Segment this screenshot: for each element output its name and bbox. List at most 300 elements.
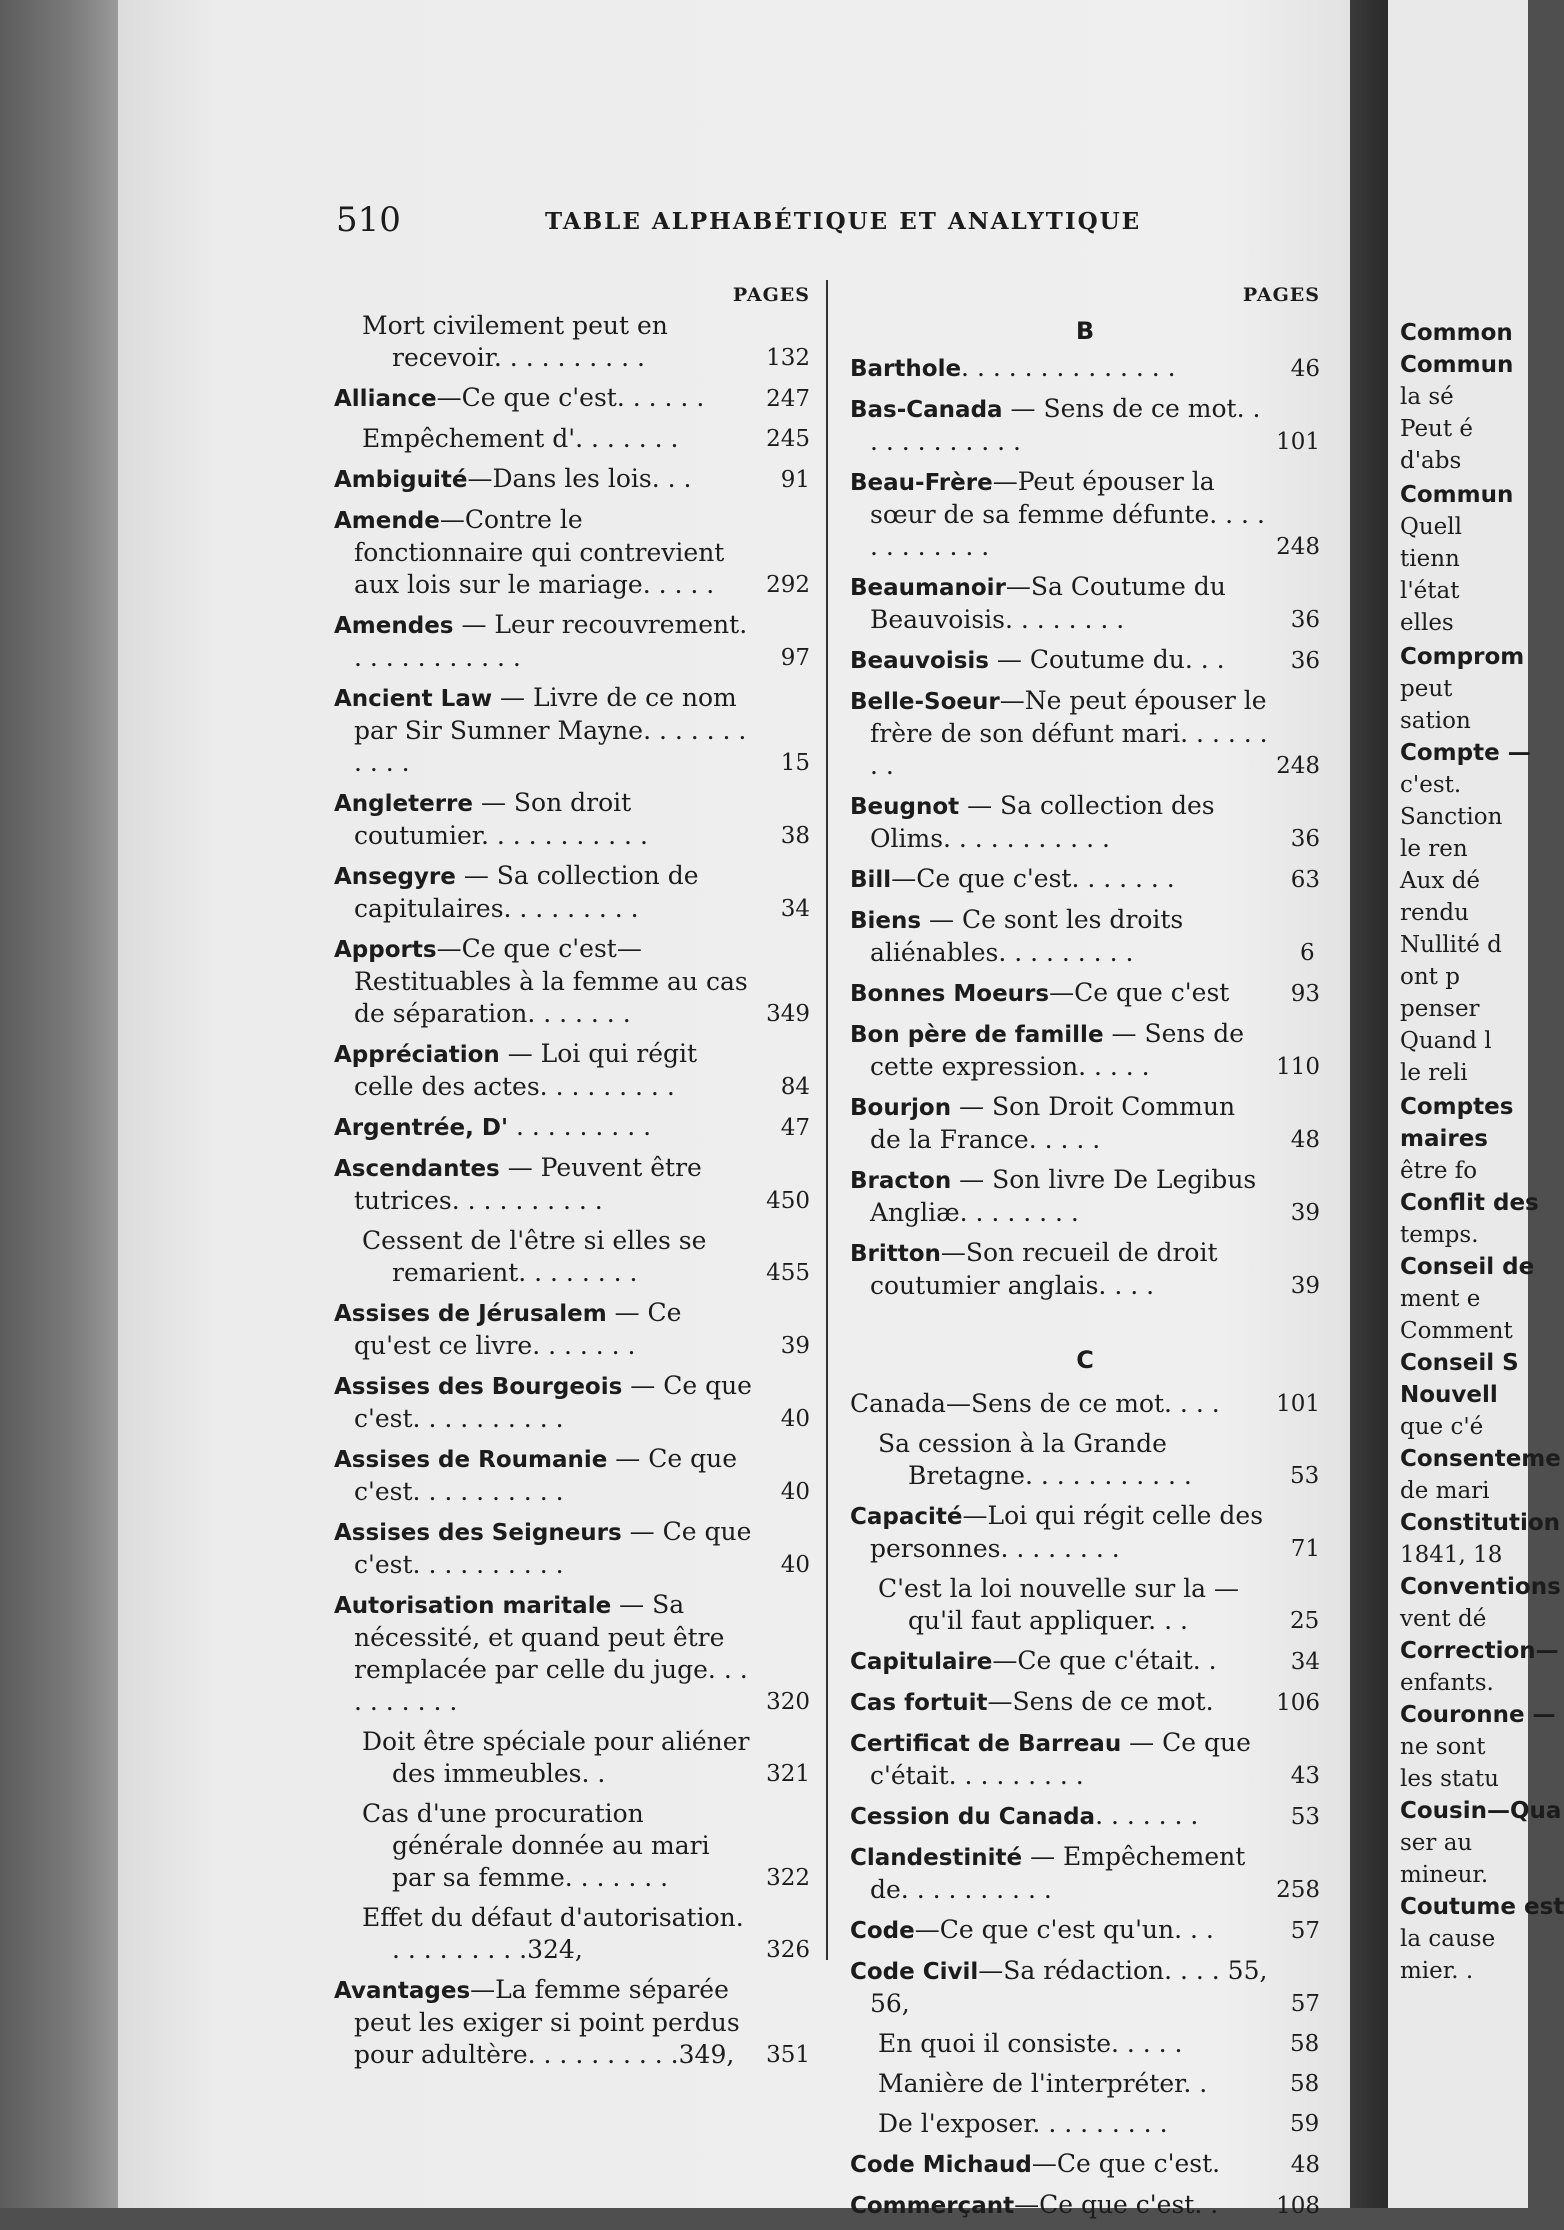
entry-heading: Ascendantes — [334, 1156, 500, 1182]
next-page-fragment — [1400, 576, 1460, 607]
entry-spacer — [850, 969, 1320, 977]
entry-page-number: 40 — [780, 1406, 810, 1432]
entry-description: — Empêchement de. . . . . . . . . . — [870, 1842, 1246, 1904]
index-entry — [850, 1164, 1320, 1229]
next-page-fragment — [1400, 1796, 1561, 1827]
index-entry — [334, 1589, 810, 1718]
entry-page-number: 258 — [1276, 1877, 1320, 1903]
next-page-fragment — [1400, 382, 1454, 413]
index-entry — [850, 466, 1320, 563]
entry-page-number: 248 — [1276, 753, 1320, 779]
index-entry — [334, 1225, 810, 1289]
entry-description: —Ce que c'est qu'un. . . — [914, 1915, 1214, 1944]
entry-spacer — [850, 2100, 1320, 2108]
index-column-left — [334, 280, 810, 2079]
entry-spacer — [334, 779, 810, 787]
entry-page-number: 39 — [1290, 1200, 1320, 1226]
entry-page-number: 132 — [766, 345, 810, 371]
entry-heading: Amendes — [334, 613, 454, 639]
next-page-fragment — [1400, 1732, 1485, 1763]
entry-page-number: 57 — [1290, 1918, 1320, 1944]
entry-text — [334, 787, 810, 852]
next-page-fragment — [1400, 770, 1461, 801]
entry-heading: Bourjon — [850, 1095, 952, 1121]
entry-spacer — [850, 636, 1320, 644]
fragment-text: Nullité d — [1400, 932, 1502, 958]
entry-text — [334, 1516, 810, 1581]
entry-text — [334, 933, 810, 1030]
entry-text — [334, 463, 810, 496]
entry-description: . . . . . . . . . — [508, 1112, 652, 1141]
entry-list-c — [850, 1388, 1320, 2230]
entry-text — [362, 310, 810, 374]
fragment-text: Couronne — — [1400, 1702, 1556, 1728]
entry-text — [850, 466, 1320, 563]
entry-heading: Beaumanoir — [850, 575, 1006, 601]
index-entry — [850, 863, 1320, 896]
entry-description: . . . . . . . — [1095, 1801, 1199, 1830]
entry-spacer — [334, 1362, 810, 1370]
fragment-text: Correction— — [1400, 1638, 1559, 1664]
pages-label-right: PAGES — [1242, 284, 1320, 306]
entry-text — [850, 1091, 1320, 1156]
entry-spacer — [334, 374, 810, 382]
entry-spacer — [850, 2060, 1320, 2068]
entry-text — [334, 1038, 810, 1103]
entry-heading: Appréciation — [334, 1042, 500, 1068]
index-entry — [850, 1841, 1320, 1906]
entry-text — [334, 1370, 810, 1435]
next-page-fragment — [1400, 1348, 1519, 1379]
entry-heading: Ambiguité — [334, 467, 468, 493]
index-entry — [334, 609, 810, 674]
index-entry: Biens — Ce sont les droits aliénables. . . . . . . . . 6 — [850, 904, 1320, 969]
entry-spacer — [850, 1229, 1320, 1237]
entry-page-number: 48 — [1290, 2152, 1320, 2178]
fragment-text: Conflit des — [1400, 1190, 1539, 1216]
fragment-text: d'abs — [1400, 448, 1462, 474]
entry-heading: Assises des Bourgeois — [334, 1374, 623, 1400]
book-edge-left — [0, 0, 118, 2208]
entry-page-number: 53 — [1290, 1804, 1320, 1830]
entry-heading: Code Michaud — [850, 2152, 1032, 2178]
fragment-text: le reli — [1400, 1060, 1468, 1086]
next-page-fragment — [1400, 1444, 1561, 1475]
entry-spacer — [850, 1906, 1320, 1914]
next-page-fragment — [1400, 544, 1460, 575]
entry-description: — Ce qu'est ce livre. . . . . . . — [354, 1298, 682, 1360]
fragment-text: enfants. — [1400, 1670, 1494, 1696]
entry-text — [334, 1589, 810, 1718]
next-page-fragment — [1400, 1892, 1564, 1923]
entry-text — [850, 1388, 1320, 1420]
next-page-fragment — [1400, 674, 1452, 705]
entry-description: Cas d'une procuration générale donnée au mari par sa femme. . . . . . . — [362, 1799, 710, 1892]
fragment-text: peut — [1400, 676, 1453, 702]
next-page-fragment — [1400, 318, 1513, 349]
entry-page-number: 84 — [780, 1074, 810, 1100]
fragment-text: Nouvell — [1400, 1382, 1498, 1408]
next-page-fragment — [1400, 1860, 1488, 1891]
fragment-text: ont p — [1400, 964, 1460, 990]
entry-description: De l'exposer. . . . . . . . . — [878, 2109, 1168, 2138]
entry-spacer — [850, 1420, 1320, 1428]
next-page-fragment — [1400, 994, 1480, 1025]
entry-spacer — [850, 855, 1320, 863]
entry-description: — Ce que c'est. . . . . . . . . . — [354, 1371, 752, 1433]
entry-spacer — [334, 1217, 810, 1225]
entry-spacer — [850, 1678, 1320, 1686]
entry-description: —Sa Coutume du Beauvoisis. . . . . . . . — [870, 572, 1226, 634]
fragment-text: les statu — [1400, 1766, 1499, 1792]
entry-spacer — [334, 415, 810, 423]
entry-description: . . . . . . . . . . . . . . — [961, 353, 1176, 382]
index-entry — [850, 1388, 1320, 1420]
entry-heading: Assises de Roumanie — [334, 1447, 608, 1473]
next-page-fragment — [1400, 1476, 1490, 1507]
entry-text — [334, 860, 810, 925]
index-entry: C'est la loi nouvelle sur la —qu'il faut appliquer. . . 25 — [878, 1574, 1320, 1635]
entry-page-number: 36 — [1290, 826, 1320, 852]
entry-page-number: 245 — [766, 426, 810, 452]
next-page-fragment — [1400, 1956, 1473, 1987]
entry-list-b — [850, 352, 1320, 1310]
fragment-text: vent dé — [1400, 1606, 1487, 1632]
entry-heading: Assises des Seigneurs — [334, 1520, 622, 1546]
next-page-fragment — [1400, 1380, 1498, 1411]
entry-heading: Ansegyre — [334, 864, 456, 890]
entry-spacer — [334, 1289, 810, 1297]
entry-heading: Belle-Soeur — [850, 689, 1000, 715]
entry-heading: Autorisation maritale — [334, 1593, 612, 1619]
index-entry — [334, 933, 810, 1030]
entry-heading: Capitulaire — [850, 1649, 993, 1675]
entry-text — [334, 1152, 810, 1217]
index-entry — [334, 1152, 810, 1217]
entry-text — [334, 682, 810, 779]
next-page-fragment — [1400, 962, 1460, 993]
entry-spacer — [850, 563, 1320, 571]
entry-text — [362, 1902, 810, 1966]
next-page-fragment — [1400, 898, 1469, 929]
entry-page-number: 47 — [780, 1115, 810, 1141]
next-page-fragment — [1400, 738, 1531, 769]
next-page-fragment — [1400, 1828, 1472, 1859]
entry-page-number: 108 — [1276, 2193, 1320, 2219]
entry-description: — Sa collection de capitulaires. . . . . . . . . — [354, 861, 699, 923]
entry-page-number: 63 — [1290, 867, 1320, 893]
index-entry: Manière de l'interpréter. . 58 — [878, 2069, 1320, 2098]
next-page-fragment — [1400, 1316, 1513, 1347]
fragment-text: Commun — [1400, 352, 1514, 378]
entry-text — [334, 1974, 810, 2071]
entry-description: — Son livre De Legibus Angliæ. . . . . . . . — [870, 1165, 1257, 1227]
index-entry — [850, 1800, 1320, 1833]
index-entry — [850, 1645, 1320, 1678]
entry-description: Mort civilement peut en recevoir. . . . . . . . . . — [362, 311, 668, 372]
next-page-fragment — [1400, 1156, 1477, 1187]
pages-label-left: PAGES — [732, 284, 810, 306]
entry-page-number: 15 — [780, 750, 810, 776]
next-page-fragment — [1400, 642, 1524, 673]
entry-heading: Avantages — [334, 1978, 471, 2004]
entry-page-number: 57 — [1290, 1991, 1320, 2017]
entry-page-number: 321 — [766, 1761, 810, 1787]
letter-heading-c: C — [1076, 1346, 1094, 1374]
column-divider — [826, 280, 828, 1960]
index-entry — [850, 352, 1320, 385]
index-entry — [334, 1443, 810, 1508]
entry-text — [362, 423, 810, 455]
entry-heading: Angleterre — [334, 791, 473, 817]
entry-text — [850, 644, 1320, 677]
entry-description: —Ce que c'est—Restituables à la femme au cas de séparation. . . . . . . — [354, 934, 748, 1028]
fragment-text: l'état — [1400, 578, 1460, 604]
entry-page-number: 40 — [780, 1552, 810, 1578]
next-page-fragment — [1400, 446, 1461, 477]
entry-spacer — [334, 2071, 810, 2079]
entry-page-number: 247 — [766, 386, 810, 412]
fragment-text: Quell — [1400, 514, 1462, 540]
entry-page-number: 38 — [780, 823, 810, 849]
entry-description: — Sa collection des Olims. . . . . . . . . . . — [870, 791, 1215, 853]
entry-description: —Son recueil de droit coutumier anglais. . . . — [870, 1238, 1218, 1300]
index-entry — [850, 1237, 1320, 1302]
index-entry — [850, 1091, 1320, 1156]
next-page-fragment — [1400, 1124, 1488, 1155]
entry-page-number: 40 — [780, 1479, 810, 1505]
fragment-text: Comptes — [1400, 1094, 1514, 1120]
entry-text — [850, 393, 1320, 458]
entry-spacer — [850, 1719, 1320, 1727]
entry-description: Canada—Sens de ce mot. . . . — [850, 1389, 1220, 1418]
index-entry — [850, 790, 1320, 855]
fragment-text: Comprom — [1400, 644, 1525, 670]
entry-description: — Ce que c'était. . . . . . . . . — [870, 1728, 1251, 1790]
entry-heading: Beau-Frère — [850, 470, 993, 496]
next-page-fragment — [1400, 1188, 1539, 1219]
entry-spacer — [850, 1565, 1320, 1573]
entry-page-number: 322 — [766, 1865, 810, 1891]
entry-text — [362, 1726, 810, 1790]
entry-text — [334, 1111, 810, 1144]
index-entry — [334, 1902, 810, 1966]
entry-heading: Clandestinité — [850, 1845, 1023, 1871]
entry-text — [850, 863, 1320, 896]
index-entry — [334, 1798, 810, 1894]
entry-text — [850, 2189, 1320, 2222]
entry-text — [850, 1018, 1320, 1083]
fragment-text: que c'é — [1400, 1414, 1484, 1440]
next-page-fragment — [1400, 1668, 1494, 1699]
entry-text — [878, 2068, 1320, 2100]
entry-text — [878, 2108, 1320, 2140]
index-entry — [850, 1500, 1320, 1565]
page-number: 510 — [336, 200, 401, 240]
entry-description: — Leur recouvrement. . . . . . . . . . . . — [354, 610, 748, 672]
fragment-text: Common — [1400, 320, 1513, 346]
entry-heading: Bonnes Moeurs — [850, 981, 1050, 1007]
index-entry — [850, 1018, 1320, 1083]
entry-spacer — [334, 1103, 810, 1111]
entry-spacer — [334, 601, 810, 609]
entry-text — [334, 1443, 810, 1508]
entry-description: — Son Droit Commun de la France. . . . . — [870, 1092, 1236, 1154]
next-page-fragment — [1400, 1252, 1534, 1283]
entry-text — [850, 352, 1320, 385]
entry-text — [850, 2148, 1320, 2181]
fragment-text: Conseil S — [1400, 1350, 1519, 1376]
entry-spacer — [334, 1581, 810, 1589]
letter-heading-b: B — [1075, 317, 1095, 345]
next-page-fragment — [1400, 1058, 1468, 1089]
index-entry — [334, 382, 810, 415]
index-entry — [850, 571, 1320, 636]
entry-text — [850, 1686, 1320, 1719]
fragment-text: Peut é — [1400, 416, 1474, 442]
entry-description: — Sa nécessité, et quand peut être remplacée par celle du juge. . . . . . . . . . — [354, 1590, 748, 1716]
entry-description: Doit être spéciale pour aliéner des immeubles. . — [362, 1727, 750, 1788]
entry-page-number: 101 — [1276, 1391, 1320, 1417]
entry-heading: Certificat de Barreau — [850, 1731, 1122, 1757]
entry-heading: Amende — [334, 508, 440, 534]
fragment-text: la cause — [1400, 1926, 1496, 1952]
entry-page-number: 39 — [780, 1333, 810, 1359]
entry-heading: Biens — [850, 908, 922, 934]
entry-page-number: 43 — [1290, 1763, 1320, 1789]
entry-heading: Barthole — [850, 356, 962, 382]
index-entry — [334, 1297, 810, 1362]
entry-text — [850, 1164, 1320, 1229]
fragment-text: Compte — — [1400, 740, 1531, 766]
entry-text — [850, 1800, 1320, 1833]
book-gutter — [1350, 0, 1388, 2208]
index-entry — [334, 1516, 810, 1581]
entry-spacer — [850, 1302, 1320, 1310]
entry-page-number: 351 — [766, 2042, 810, 2068]
entry-heading: Beauvoisis — [850, 648, 989, 674]
entry-page-number: 320 — [766, 1689, 810, 1715]
fragment-text: Aux dé — [1400, 868, 1481, 894]
entry-description: —Contre le fonctionnaire qui contrevient aux lois sur le mariage. . . . . — [354, 505, 725, 599]
fragment-text: Comment — [1400, 1318, 1513, 1344]
entry-spacer — [850, 1156, 1320, 1164]
fragment-text: Commun — [1400, 482, 1514, 508]
fragment-text: ment e — [1400, 1286, 1481, 1312]
next-page-fragment — [1400, 834, 1468, 865]
index-column-right — [850, 280, 1320, 2230]
fragment-text: ser au — [1400, 1830, 1473, 1856]
entry-spacer — [850, 1792, 1320, 1800]
entry-text — [850, 685, 1320, 782]
next-page-fragment — [1400, 1026, 1492, 1057]
entry-heading: Ancient Law — [334, 686, 493, 712]
entry-spacer — [850, 2181, 1320, 2189]
entry-description: — Sens de cette expression. . . . . — [870, 1019, 1245, 1081]
index-entry — [850, 2148, 1320, 2181]
next-page-fragment — [1400, 1636, 1559, 1667]
entry-description: — Livre de ce nom par Sir Sumner Mayne. . . . . . . . . . . — [354, 683, 747, 777]
entry-page-number: 101 — [1276, 429, 1320, 455]
fragment-text: Sanction — [1400, 804, 1503, 830]
next-page-fragment — [1400, 930, 1502, 961]
next-page-fragment — [1400, 1572, 1561, 1603]
fragment-text: maires — [1400, 1126, 1489, 1152]
entry-page-number: 248 — [1276, 534, 1320, 560]
fragment-text: c'est. — [1400, 772, 1462, 798]
entry-text — [850, 1955, 1320, 2020]
entry-heading: Alliance — [334, 386, 437, 412]
entry-description: Empêchement d'. . . . . . . — [362, 424, 679, 453]
fragment-text: Conseil de — [1400, 1254, 1535, 1280]
fragment-text: 1841, 18 — [1400, 1542, 1503, 1568]
entry-page-number: 93 — [1290, 981, 1320, 1007]
index-entry — [850, 393, 1320, 458]
entry-spacer — [334, 1966, 810, 1974]
entry-spacer — [850, 1947, 1320, 1955]
entry-page-number: 48 — [1290, 1127, 1320, 1153]
entry-description: — Ce que c'est. . . . . . . . . . — [354, 1444, 738, 1506]
index-entry — [850, 2189, 1320, 2222]
entry-page-number: 36 — [1290, 648, 1320, 674]
entry-heading: Bon père de famille — [850, 1022, 1104, 1048]
index-entry — [334, 1111, 810, 1144]
next-page-fragment — [1400, 866, 1480, 897]
entry-spacer — [850, 458, 1320, 466]
index-entry — [334, 423, 810, 455]
entry-text — [334, 1297, 810, 1362]
fragment-text: tienn — [1400, 546, 1460, 572]
entry-description: —La femme séparée peut les exiger si point perdus pour adultère. . . . . . . . . .349, — [354, 1975, 740, 2069]
fragment-text: sation — [1400, 708, 1471, 734]
entry-spacer — [334, 496, 810, 504]
index-entry — [850, 1955, 1320, 2020]
entry-description: —Ce que c'est. . — [1014, 2190, 1219, 2219]
entry-text — [334, 382, 810, 415]
entry-spacer — [334, 852, 810, 860]
index-entry — [334, 310, 810, 374]
entry-description: —Ne peut épouser le frère de son défunt mari. . . . . . . . — [870, 686, 1268, 780]
entry-spacer — [850, 1083, 1320, 1091]
entry-list-left — [334, 310, 810, 2079]
entry-description: —Ce que c'est. . . . . . — [436, 383, 705, 412]
entry-description: —Dans les lois. . . — [467, 464, 692, 493]
fragment-text: le ren — [1400, 836, 1468, 862]
entry-text — [878, 1573, 1320, 1637]
index-entry — [850, 685, 1320, 782]
entry-text — [850, 1645, 1320, 1678]
entry-page-number: 349 — [766, 1001, 810, 1027]
running-head: TABLE ALPHABÉTIQUE ET ANALYTIQUE — [545, 208, 1142, 235]
fragment-text: être fo — [1400, 1158, 1478, 1184]
entry-page-number: 110 — [1276, 1054, 1320, 1080]
fragment-text: elles — [1400, 610, 1454, 636]
entry-heading: Bracton — [850, 1168, 952, 1194]
entry-description: —Ce que c'est — [1049, 978, 1230, 1007]
fragment-text: rendu — [1400, 900, 1469, 926]
entry-page-number: 71 — [1290, 1536, 1320, 1562]
entry-heading: Beugnot — [850, 794, 960, 820]
entry-spacer — [334, 925, 810, 933]
index-entry: De l'exposer. . . . . . . . . 59 — [878, 2109, 1320, 2138]
next-page-fragment — [1400, 480, 1513, 511]
fragment-text: mineur. — [1400, 1862, 1489, 1888]
entry-description: —Ce que c'est. . . . . . . — [891, 864, 1175, 893]
entry-heading: Code — [850, 1918, 915, 1944]
fragment-text: Constitution — [1400, 1510, 1561, 1536]
entry-text — [878, 1428, 1320, 1492]
entry-description: — Ce sont les droits aliénables. . . . . . . . . — [870, 905, 1184, 967]
